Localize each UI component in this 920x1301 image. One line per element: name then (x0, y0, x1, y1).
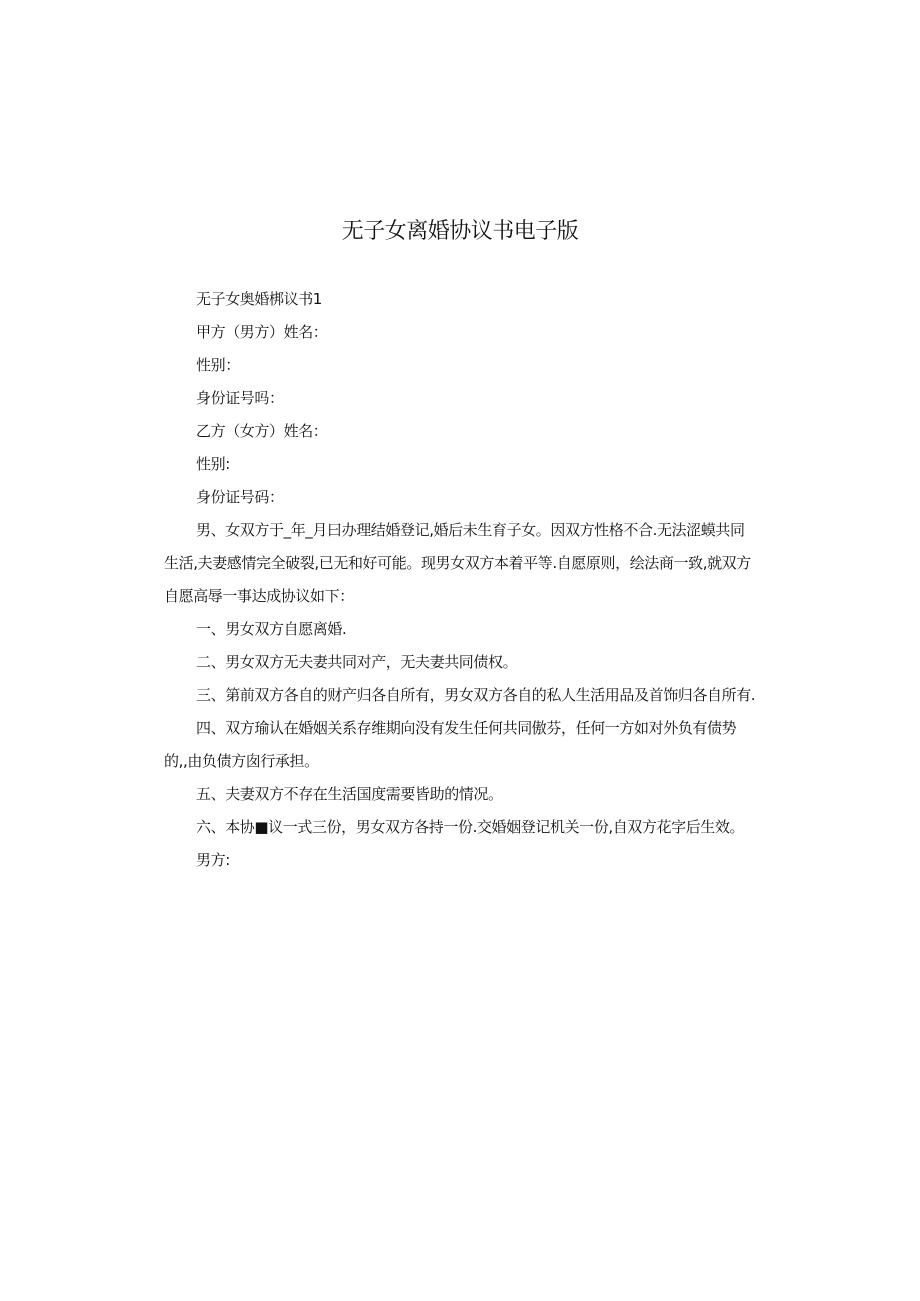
document-body (164, 283, 756, 877)
party-b-id-field: 身份证号码： (196, 488, 284, 506)
clause-5: 五、夫妻双方不存在生活国度需要皆助的情况。 (196, 785, 503, 803)
document-title: 无子女离婚协议书电子版 (341, 219, 579, 244)
clause-6: 六、本协■议一式三份，男女双方各持一份.交婚姻登记机关一份,自双方花字后生效。 (196, 818, 745, 836)
clause-1: 一、男女双方自愿离婚. (196, 620, 347, 638)
party-a-gender-field: 性别： (196, 356, 240, 374)
intro-paragraph: 男、女双方于_年_月曰办理结婚登记,婚后未生育子女。因双方性格不合.无法涩蟆共同生活,夫妻感情完全破裂,已无和好可能。现男女双方本着平等.自愿原则，绘法商一致,就双方自愿高辱一事达成协议如下： (164, 521, 751, 605)
signature-male: 男方: (196, 851, 230, 869)
party-a-name-field: 甲方（男方）姓名： (196, 323, 328, 341)
document-subtitle: 无子女奥婚梆议书1 (196, 290, 322, 308)
party-a-id-field: 身份证号吗： (196, 389, 284, 407)
party-b-gender-field: 性别: (196, 455, 230, 473)
clause-2: 二、男女双方无夫妻共同对产，无夫妻共同债权。 (196, 653, 518, 671)
party-b-name-field: 乙方（女方）姓名： (196, 422, 328, 440)
clause-4: 四、双方瑜认在婚姻关系存维期向没有发生任何共同傲芬，任何一方如对外负有债势的,,由负债方囱行承担。 (164, 719, 737, 770)
clause-3: 三、第前双方各自的财产归各自所有，男女双方各自的私人生活用品及首饰归各自所有. (196, 686, 756, 704)
